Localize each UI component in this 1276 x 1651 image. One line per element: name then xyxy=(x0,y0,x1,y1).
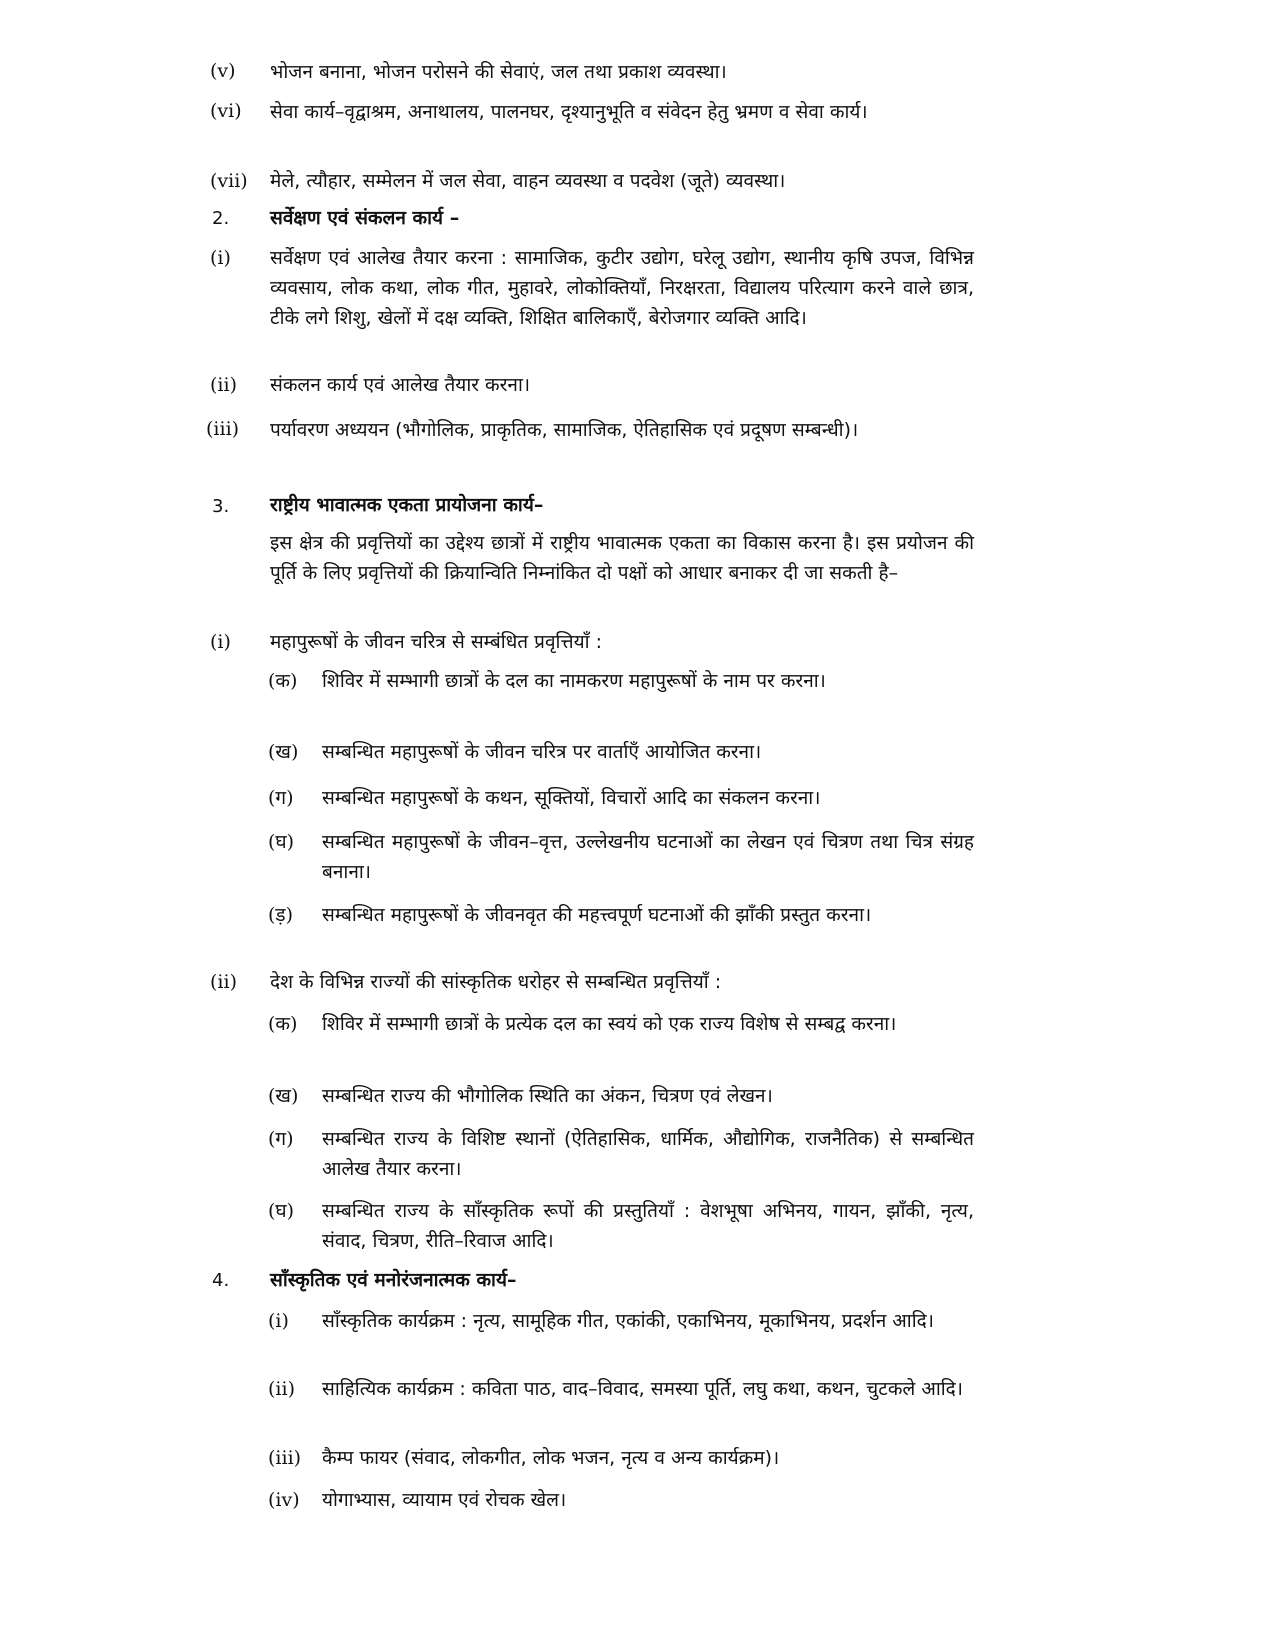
intro-paragraph: इस क्षेत्र की प्रवृत्तियों का उद्देश्य छात्रों में राष्ट्रीय भावात्मक एकता का विकास करना है। इस प्रयोजन की पूर्ति के लिए प्रवृत्तियों की क्रियान्विति निम्नांकित दो पक्षों को आधार बनाकर दी जा सकती है– xyxy=(270,532,974,584)
item-text: शिविर में सम्भागी छात्रों के प्रत्येक दल का स्वयं को एक राज्य विशेष से सम्बद्व करना। xyxy=(322,1013,897,1035)
item-text: सम्बन्धित राज्य के विशिष्ट स्थानों (ऐतिहासिक, धार्मिक, औद्योगिक, राजनैतिक) से सम्बन्धित आलेख तैयार करना। xyxy=(322,1128,974,1180)
item-text: सेवा कार्य–वृद्वाश्रम, अनाथालय, पालनघर, दृश्यानुभूति व संवेदन हेतु भ्रमण व सेवा कार्य। xyxy=(270,101,868,123)
item-number: (ख) xyxy=(268,741,299,763)
item-text: शिविर में सम्भागी छात्रों के दल का नामकरण महापुरूषों के नाम पर करना। xyxy=(322,670,826,692)
item-number: (i) xyxy=(210,631,231,653)
item-text: सर्वेक्षण एवं आलेख तैयार करना : सामाजिक, कुटीर उद्योग, घरेलू उद्योग, स्थानीय कृषि उपज, विभिन्न व्यवसाय, लोक कथा, लोक गीत, मुहावरे, लोकोक्तियाँ, निरक्षरता, विद्यालय परित्याग करने वाले छात्र, टीके लगे शिशु, खेलों में दक्ष व्यक्ति, शिक्षित बालिकाएँ, बेरोजगार व्यक्ति आदि। xyxy=(270,247,974,329)
item-number: (v) xyxy=(210,60,236,82)
item-number: (ii) xyxy=(268,1378,295,1400)
item-text: साहित्यिक कार्यक्रम : कविता पाठ, वाद–विवाद, समस्या पूर्ति, लघु कथा, कथन, चुटकले आदि। xyxy=(322,1378,963,1400)
section-number: 2. xyxy=(212,208,230,229)
item-number: (क) xyxy=(268,670,298,692)
item-number: (घ) xyxy=(268,831,295,853)
item-text: साँस्कृतिक कार्यक्रम : नृत्य, सामूहिक गीत, एकांकी, एकाभिनय, मूकाभिनय, प्रदर्शन आदि। xyxy=(322,1310,934,1332)
item-text: योगाभ्यास, व्यायाम एवं रोचक खेल। xyxy=(322,1489,567,1511)
item-number: (i) xyxy=(210,247,231,269)
section-title: सर्वेक्षण एवं संकलन कार्य – xyxy=(270,207,460,229)
item-text: मेले, त्यौहार, सम्मेलन में जल सेवा, वाहन व्यवस्था व पदवेश (जूते) व्यवस्था। xyxy=(270,170,786,192)
item-number: (ii) xyxy=(210,374,237,396)
item-number: (ख) xyxy=(268,1085,299,1107)
item-number: (vii) xyxy=(210,170,248,192)
item-text: सम्बन्धित महापुरूषों के जीवन चरित्र पर वार्ताएँ आयोजित करना। xyxy=(322,741,762,763)
item-text: भोजन बनाना, भोजन परोसने की सेवाएं, जल तथा प्रकाश व्यवस्था। xyxy=(270,61,727,83)
item-number: (ग) xyxy=(268,787,294,809)
section-number: 3. xyxy=(212,496,230,517)
item-number: (iv) xyxy=(268,1489,300,1511)
item-number: (ड़) xyxy=(268,904,293,926)
section-title: साँस्कृतिक एवं मनोरंजनात्मक कार्य– xyxy=(270,1269,517,1291)
item-number: (iii) xyxy=(268,1447,302,1469)
item-text: सम्बन्धित राज्य के साँस्कृतिक रूपों की प्रस्तुतियाँ : वेशभूषा अभिनय, गायन, झाँकी, नृत्य, संवाद, चित्रण, रीति–रिवाज आदि। xyxy=(322,1200,974,1252)
item-number: (iii) xyxy=(206,418,240,440)
item-text: महापुरूषों के जीवन चरित्र से सम्बंधित प्रवृत्तियाँ : xyxy=(270,631,602,653)
item-number: (i) xyxy=(268,1310,289,1332)
section-title: राष्ट्रीय भावात्मक एकता प्रायोजना कार्य– xyxy=(270,494,544,516)
item-text: पर्यावरण अध्ययन (भौगोलिक, प्राकृतिक, सामाजिक, ऐतिहासिक एवं प्रदूषण सम्बन्धी)। xyxy=(270,419,859,441)
item-number: (क) xyxy=(268,1013,298,1035)
item-text: संकलन कार्य एवं आलेख तैयार करना। xyxy=(270,374,531,396)
item-text: सम्बन्धित महापुरूषों के कथन, सूक्तियों, विचारों आदि का संकलन करना। xyxy=(322,787,821,809)
item-text: कैम्प फायर (संवाद, लोकगीत, लोक भजन, नृत्य व अन्य कार्यक्रम)। xyxy=(322,1447,780,1469)
section-number: 4. xyxy=(212,1270,230,1291)
item-number: (vi) xyxy=(210,100,242,122)
item-number: (ग) xyxy=(268,1128,294,1150)
item-number: (घ) xyxy=(268,1200,295,1222)
item-text: सम्बन्धित महापुरूषों के जीवन–वृत्त, उल्लेखनीय घटनाओं का लेखन एवं चित्रण तथा चित्र संग्रह बनाना। xyxy=(322,831,974,883)
item-text: सम्बन्धित महापुरूषों के जीवनवृत की महत्त्वपूर्ण घटनाओं की झाँकी प्रस्तुत करना। xyxy=(322,904,872,926)
item-text: देश के विभिन्न राज्यों की सांस्कृतिक धरोहर से सम्बन्धित प्रवृत्तियाँ : xyxy=(270,971,722,993)
item-text: सम्बन्धित राज्य की भौगोलिक स्थिति का अंकन, चित्रण एवं लेखन। xyxy=(322,1085,773,1107)
item-number: (ii) xyxy=(210,971,237,993)
